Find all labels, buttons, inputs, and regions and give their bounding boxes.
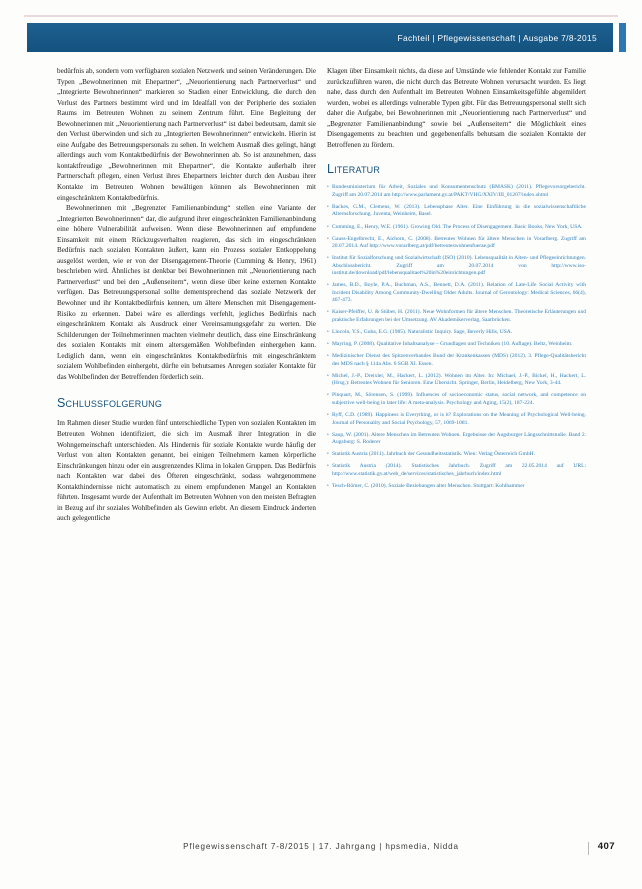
reference-item[interactable]: • Bundesministerium für Arbeit, Soziales und Konsumentenschutz (BMASK) (2011). Pflegevorsorgebericht. Zugriff am 20.07.2014 am http://www.parlament.gv.at/PAKT/VHG/XXIV/III_01207/index.shtml bbox=[327, 184, 586, 199]
paragraph: bedürfnis ab, sondern vom verfügbaren sozialen Netzwerk und seinen Veränderungen. Die Typen „Bewohnerinnen mit Ehepartner“, „Neuorientierung nach Partnerverlust“ und „Integrierte Bewohnerinnen“ markieren so Stadien einer Entwicklung, die durch den Verlust des Partners bestimmt wird und im Idealfall von der Peripherie des sozialen Raums im Betreuten Wohnen zu seinem Zentrum führt. Eine Begleitung der Bewohnerinnen mit „Neuorientierung nach Partnerverlust“ ist dabei bedeutsam, damit sie den Verlust überwinden und sich zu „Integrierten Bewohnerinnen“ entwickeln. Hierin ist eine Aufgabe des Betreuungspersonals zu sehen. In welchem Ausmaß dies gelingt, hängt allerdings auch vom Kontaktbedürfnis der Bewohnerinnen ab. So ist anzunehmen, dass kontaktfreudige „Bewohnerinnen mit Ehepartner“, die Kontakte außerhalb ihrer Partnerschaft pflegen, einen Verlust ihres Ehepartners leichter durch den Ausbau ihrer Kontakte im Betreuten Wohnen bewältigen können als Bewohnerinnen mit eingeschränktem Kontaktbedürfnis. bbox=[57, 67, 316, 202]
page-header-band bbox=[27, 23, 613, 52]
reference-item[interactable]: • Mayring, P. (2008). Qualitative Inhaltsanalyse – Grundlagen und Techniken (10. Auflage). Beltz, Weinheim. bbox=[327, 341, 586, 349]
page-footer bbox=[0, 842, 642, 860]
reference-item[interactable]: • Medizinischer Dienst des Spitzenverbandes Bund der Krankenkassen (MDS) (2012). 3. Pflege-Qualitätsbericht des MDS nach § 114a Abs. 6 SGB XI. Essen. bbox=[327, 353, 586, 368]
header-accent-tab bbox=[619, 23, 626, 52]
section-heading-schlussfolgerung: Schlussfolgerung bbox=[57, 396, 163, 411]
column-left bbox=[57, 66, 316, 524]
section-heading-literatur: Literatur bbox=[327, 162, 381, 177]
reference-item[interactable]: • Ryff, C.D. (1989). Happiness is Everything, or is it? Explorations on the Meaning of Psychological Well-being. Journal of Personality and Social Psychology, 57, 1069-1081. bbox=[327, 412, 586, 427]
reference-item[interactable]: • Tesch-Römer, C. (2010). Soziale Beziehungen alter Menschen. Stuttgart: Kohlhammer bbox=[327, 483, 586, 491]
reference-item[interactable]: • Cumming, E., Henry, W.E. (1961). Growing Old. The Process of Disengagement. Basic Books, New York, USA. bbox=[327, 224, 586, 232]
footer-divider bbox=[588, 842, 589, 855]
paragraph: Bewohnerinnen mit „Begrenzter Familienanbindung“ stellen eine Variante der „Integrierten Bewohnerinnen“ dar, die aufgrund ihrer eingeschränkten Familienanbindung eine höhere Vulnerabilität aufweisen. Wenn diese Bewohnerinnen auf empfundene Einsamkeit mit einem Rückzugsverhalten reagieren, das sich im eingeschränkten Bedürfnis nach sozialen Kontakten äußert, kann ein Prozess sozialer Entkoppelung ausgelöst werden, wie er von der Disengagement-Theorie (Cumming & Henry, 1961) beschrieben wird. Ähnliches ist denkbar bei Bewohnerinnen mit „Neuorientierung nach Partnerverlust“ und bei den „Außenseitern“, wenn diese über keine externen Kontakte verfügen. Das Betreuungspersonal sollte dementsprechend das soziale Netzwerk der Bewohner und ihr Kontaktbedürfnis kennen, um ältere Menschen mit Disengagement-Risiko zu erkennen. Dabei wäre es allerdings verfehlt, jegliches Bedürfnis nach eingeschränktem Kontakt als Ausdruck einer Vereinsamungsgefahr zu werten. Die Schilderungen der Teilnehmerinnen machten vielmehr deutlich, dass eine Einschränkung des sozialen Kontakts mit einem altersgemäßen Wohlbefinden einhergehen kann. Lediglich dann, wenn ein eingeschränktes Kontaktbedürfnis mit eingeschränktem sozialem Wohlbefinden einhergeht, dürfte ein behutsames Anregen sozialer Kontakte für das Wohlbefinden der Betreffenden förderlich sein. bbox=[57, 204, 316, 381]
page-number: 407 bbox=[597, 841, 615, 852]
reference-item[interactable]: • James, B.D., Boyle, P.A., Buchman, A.S., Bennett, D.A. (2011). Relation of Late-Life Social Activity with Incident Disability Among Community-Dwelling Older Adults. Journal of Gerontology: Medical Sciences, 66(4), 467-473. bbox=[327, 282, 586, 305]
header-top-rule bbox=[24, 15, 618, 17]
column-right bbox=[327, 66, 586, 495]
reference-list bbox=[327, 184, 586, 490]
reference-item[interactable]: • Statistik Austria (2011). Jahrbuch der Gesundheitsstatistik. Wien: Verlag Österreich GmbH. bbox=[327, 451, 586, 459]
breadcrumb: Fachteil | Pflegewissenschaft | Ausgabe 7/8-2015 bbox=[397, 32, 597, 43]
reference-item[interactable]: • Kaiser-Pfeiffer, U. & Stüber, H. (2011). Neue Wohnformen für ältere Menschen. Theoretische Erläuterungen und praktische Erfahrungen bei der Umsetzung. AV Akademikerverlag, Saarbrücken. bbox=[327, 309, 586, 324]
paragraph: Klagen über Einsamkeit nichts, da diese auf Umstände wie fehlender Kontakt zur Familie zurückzuführen waren, die nicht durch das Betreute Wohnen verursacht wurden. Es liegt nahe, dass durch den Aufenthalt im Betreuten Wohnen Einsamkeitsgefühle abgemildert wurden, wobei es allerdings vulnerable Typen gibt. Für das Betreuungspersonal stellt sich daher die Aufgabe, bei Bewohnerinnen mit „Neuorientierung nach Partnerverlust“ und „Begrenzter Familienanbindung“ sowie bei „Außenseitern“ die Möglichkeit eines Disengagements zu beachten und gegebenenfalls behutsam die sozialen Kontakte der Betroffenen zu fördern. bbox=[327, 67, 586, 149]
reference-item[interactable]: • Saup, W. (2001). Altere Menschen im Betreuten Wohnen. Ergebnisse der Augsburger Längsschnittstudie. Band 2. Augsburg: S. Roderer bbox=[327, 432, 586, 447]
reference-item[interactable]: • Institut für Sozialforschung und Sozialwirtschaft (ISO) (2010). Lebensqualität in Alten- und Pflegeeinrichtungen. Abschlussbericht. Zugriff am 20.07.2014 von http://www.iso-institut.de/download/pdf/lebensqualitaet%20in%20einrichtungen.pdf bbox=[327, 255, 586, 278]
footer-citation: Pflegewissenschaft 7-8/2015 | 17. Jahrgang | hpsmedia, Nidda bbox=[183, 842, 459, 851]
reference-item[interactable]: • Statistik Austria (2014). Statistisches Jahrbuch. Zugriff am 22.05.2014 auf URL: http://www.statistik.gv.at/web_de/services/statistisches_jahrbuch/index.html bbox=[327, 463, 586, 478]
reference-item[interactable]: • Gauss-Engelbrecht, E., Aichorn, C. (2008). Betreutes Wohnen für ältere Menschen in Vorarlberg. Zugriff am 20.07.2014. Auf http://www.vorarlberg.at/pdf/betreuteswohnenfuerae.pdf bbox=[327, 236, 586, 251]
reference-item[interactable]: • Michel, J.-P., Dreixler, M., Hackert, L. (2012). Wohnen im Alter. In: Michael, J.-P., Bickel, H., Hackert, L. (Hrsg.): Betreutes Wohnen für Senioren. Eine Übersicht. Springer, Berlin, Heidelberg, New York, 3-44. bbox=[327, 373, 586, 388]
paragraph: Im Rahmen dieser Studie wurden fünf unterschiedliche Typen von sozialen Kontakten im Betreuten Wohnen identifiziert, die sich im Ausmaß ihrer Integration in die Wohngemeinschaft unterschieden. Als Hindernis für soziale Kontakte wurde häufig der Verlust von alten Kontakten genannt, bei einigen Teilnehmern kamen körperliche Einschränkungen hinzu oder ein ausgrenzendes Klima in lokalen Gruppen. Das Bedürfnis nach Kontakten war dabei des Öfteren eingeschränkt, sodass wahrgenommene Kontakthindernisse nicht automatisch zu einem empfundenen Mangel an Kontakten führten. Insgesamt wurde der Aufenthalt im Betreuten Wohnen von den meisten Befragten in Bezug auf ihr soziales Wohlbefinden als Gewinn erlebt. An diesem Eindruck änderten auch gelegentliche bbox=[57, 419, 316, 523]
reference-item[interactable]: • Backes, G.M., Clemens, W. (2013). Lebensphase Alter. Eine Einführung in die sozialwissenschaftliche Alternsforschung. Juventa, Weinheim, Basel. bbox=[327, 204, 586, 219]
body-columns bbox=[0, 66, 642, 826]
reference-item[interactable]: • Pinquart, M., Sörensen, S. (1999). Influences of socioeconomic status, social network, and competence on subjective well-being in later life: A meta-analysis. Psychology and Aging, 15(2), 187-224. bbox=[327, 392, 586, 407]
reference-item[interactable]: • Lincoln, Y.S., Guba, E.G. (1985). Naturalistic Inquiry. Sage, Beverly Hills, USA. bbox=[327, 329, 586, 337]
